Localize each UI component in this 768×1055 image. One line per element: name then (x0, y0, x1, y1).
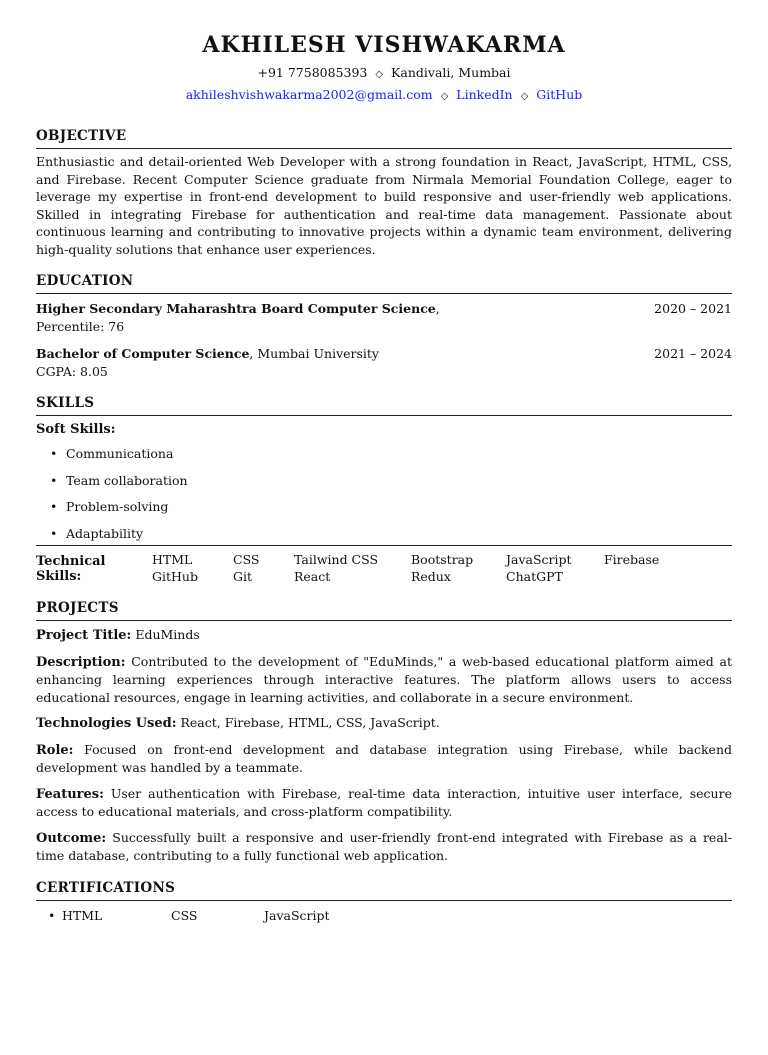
location: Kandivali, Mumbai (391, 65, 511, 80)
list-item: JavaScript (264, 907, 330, 923)
list-item: HTML (62, 907, 103, 923)
project-title-value: EduMinds (135, 627, 200, 642)
diamond-separator-icon: ◇ (375, 69, 384, 80)
linkedin-link[interactable]: LinkedIn (456, 87, 513, 102)
contact-line (36, 63, 732, 85)
projects-heading: PROJECTS (36, 599, 732, 621)
degree: Bachelor of Computer Science (36, 346, 250, 361)
education-entry (36, 300, 732, 318)
list-item: • Communicationa (50, 445, 732, 462)
phone-number: +91 7758085393 (257, 65, 368, 80)
project-description (36, 653, 732, 707)
technical-skills-label: Technical Skills: (36, 553, 106, 584)
soft-skills-label: Soft Skills: (36, 422, 116, 437)
candidate-name: AKHILESH VISHWAKARMA (202, 32, 566, 58)
list-item: • Team collaboration (50, 472, 732, 489)
features-label: Features: (36, 786, 104, 802)
project-features (36, 785, 732, 821)
education-detail: CGPA: 8.05 (36, 363, 108, 379)
institution: , (435, 301, 440, 316)
project-outcome (36, 829, 732, 865)
role-text: Focused on front-end development and database integration using Firebase, while backend development was handled by a teammate. (36, 741, 732, 775)
resume-page (0, 31, 768, 1055)
diamond-separator-icon: ◇ (440, 91, 449, 102)
features-text: User authentication with Firebase, real-time data interaction, intuitive user interface, secure access to educational materials, and cross-platform compatibility. (36, 785, 732, 819)
technologies-label: Technologies Used: (36, 716, 177, 731)
skill-item: Bootstrap (411, 552, 474, 567)
soft-skills-list (36, 445, 732, 542)
list-item: CSS (171, 907, 198, 923)
project-technologies (36, 714, 732, 733)
skill-item: CSS (233, 552, 260, 567)
technologies-text: React, Firebase, HTML, CSS, JavaScript. (180, 715, 440, 730)
project-title (36, 626, 732, 645)
certifications-heading: CERTIFICATIONS (36, 879, 732, 901)
technical-skills (36, 545, 732, 585)
education-heading: EDUCATION (36, 272, 732, 294)
skill-item: GitHub (152, 568, 198, 584)
technical-skills-grid (152, 552, 684, 585)
description-label: Description: (36, 654, 126, 670)
outcome-text: Successfully built a responsive and user-friendly front-end integrated with Firebase as a real-time database, contributing to a fully functional web application. (36, 829, 732, 863)
description-text: Contributed to the development of "EduMinds," a web-based educational platform aimed at enhancing learning experiences through interactive features. The platform allows users to access educational resources, engage in learning activities, and collaborate in a secure environment. (36, 653, 732, 705)
degree: Higher Secondary Maharashtra Board Computer Science (36, 301, 436, 316)
skill-item: Redux (411, 568, 451, 584)
links-line (36, 85, 732, 107)
education-dates: 2021 – 2024 (654, 346, 732, 361)
skill-item: HTML (152, 552, 193, 567)
project-title-label: Project Title: (36, 628, 132, 643)
education-dates: 2020 – 2021 (654, 301, 732, 316)
project-role (36, 741, 732, 777)
bullet-icon: • (48, 907, 56, 923)
education-entry (36, 345, 732, 363)
skill-item: ChatGPT (506, 568, 563, 584)
objective-text: Enthusiastic and detail-oriented Web Developer with a strong foundation in React, JavaScript, HTML, CSS, and Firebase. Recent Computer Science graduate from Nirmala Memorial Foundation College, eager to leverage my expertise in front-end development to build responsive and user-friendly web applications. Skilled in integrating Firebase for authentication and real-time data management. Passionate about continuous learning and contributing to innovative projects within a dynamic team environment, delivering high-quality solutions that enhance user experiences. (36, 154, 732, 257)
education-detail: Percentile: 76 (36, 318, 125, 334)
diamond-separator-icon: ◇ (520, 91, 529, 102)
skill-item: Tailwind CSS (294, 552, 379, 567)
list-item: • Adaptability (50, 525, 732, 542)
role-label: Role: (36, 742, 74, 758)
github-link[interactable]: GitHub (536, 87, 583, 102)
skill-item: Git (233, 568, 253, 584)
institution: , Mumbai University (249, 346, 379, 361)
email-link[interactable]: akhileshvishwakarma2002@gmail.com (185, 87, 433, 102)
skill-item: JavaScript (506, 552, 572, 567)
list-item: • Problem-solving (50, 498, 732, 515)
objective-heading: OBJECTIVE (36, 127, 732, 149)
skill-item: Firebase (604, 552, 660, 567)
certifications-list (36, 907, 732, 924)
skill-item: React (294, 568, 331, 584)
outcome-label: Outcome: (36, 830, 107, 846)
skills-heading: SKILLS (36, 394, 732, 416)
